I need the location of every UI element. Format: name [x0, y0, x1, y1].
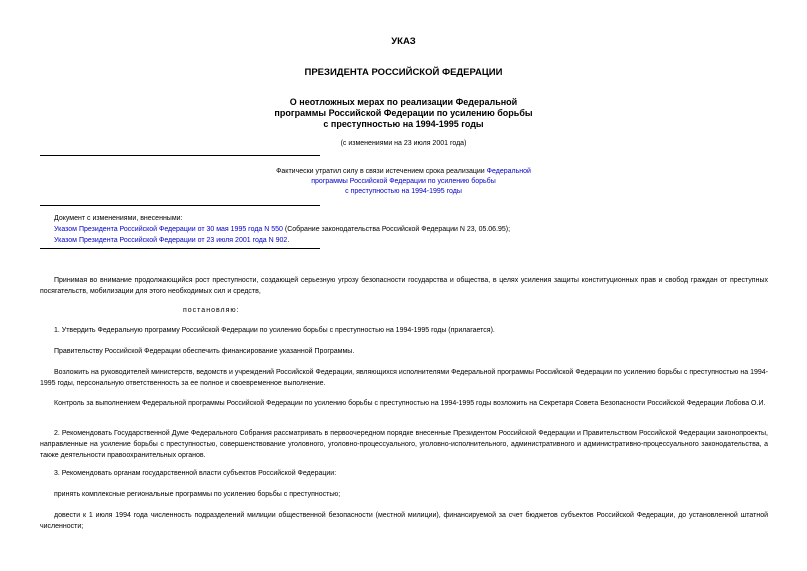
divider	[40, 205, 320, 206]
paragraph-3: 3. Рекомендовать органам государственной власти субъектов Российской Федерации:	[54, 470, 337, 477]
paragraph-regional-programs: принять комплексные региональные программы по усилению борьбы с преступностью;	[54, 491, 341, 498]
changes-date: (с изменениями на 23 июля 2001 года)	[340, 140, 467, 147]
paragraph-control: Контроль за выполнением Федеральной программы Российской Федерации по усилению борьбы с преступностью на 1994-1995 годы возложить на Секретаря Совета Безопасности Российской Федерации Лобова О.И.	[54, 400, 766, 407]
issuer-heading: ПРЕЗИДЕНТА РОССИЙСКОЙ ФЕДЕРАЦИИ	[304, 67, 503, 78]
program-link-line[interactable]: с преступностью на 1994-1995 годы	[345, 188, 462, 195]
amendment-link-550[interactable]: Указом Президента Российской Федерации от 30 мая 1995 года N 550	[54, 226, 283, 233]
amendment-item	[54, 235, 510, 246]
decree-title-line: программы Российской Федерации по усилению борьбы	[274, 108, 533, 118]
decree-title-line: О неотложных мерах по реализации Федеральной	[289, 97, 518, 107]
amendment-link-902[interactable]: Указом Президента Российской Федерации от 23 июля 2001 года N 902	[54, 237, 288, 244]
amendments-block	[54, 213, 510, 246]
notice-text: Фактически утратил силу в связи истечением срока реализации	[276, 168, 487, 175]
program-link-line[interactable]: программы Российской Федерации по усилению борьбы	[311, 178, 496, 185]
amendments-heading: Документ с изменениями, внесенными:	[54, 215, 183, 222]
amendment-end: .	[287, 237, 290, 244]
doc-type-heading: УКАЗ	[391, 36, 416, 47]
decree-word: постановляю:	[183, 307, 240, 314]
validity-notice	[0, 167, 807, 197]
paragraph-1: 1. Утвердить Федеральную программу Российской Федерации по усилению борьбы с преступностью на 1994-1995 годы (прилагается).	[54, 327, 495, 334]
amendment-item	[54, 224, 510, 235]
decree-title-line: с преступностью на 1994-1995 годы	[323, 119, 484, 129]
preamble-paragraph: Принимая во внимание продолжающийся рост преступности, создающей серьезную угрозу безопасности государства и общества, в целях усиления защиты конституционных прав и свобод граждан от преступных посягательств, мобилизации для этого необходимых сил и средств,	[40, 277, 768, 295]
paragraph-responsibility: Возложить на руководителей министерств, ведомств и учреждений Российской Федерации, являющихся исполнителями Федеральной программы Российской Федерации по усилению борьбы с преступностью на 1994-1995 годы, персональную ответственность за ее полное и своевременное выполнение.	[40, 369, 768, 387]
paragraph-2: 2. Рекомендовать Государственной Думе Федерального Собрания рассматривать в первоочередном порядке внесенные Президентом Российской Федерации и Правительством Российской Федерации законопроекты, направленные на усиление борьбы с преступностью, совершенствование уголовного, уголовно-процессуального, уголовно-исполнительного, административного и административно-процессуального законодательства, а также деятельности правоохранительных органов.	[40, 430, 768, 459]
divider	[40, 155, 320, 156]
divider	[40, 248, 320, 249]
paragraph-financing: Правительству Российской Федерации обеспечить финансирование указанной Программы.	[54, 348, 355, 355]
amendment-source: (Собрание законодательства Российской Федерации N 23, 05.06.95);	[282, 226, 511, 233]
program-link[interactable]: Федеральной	[486, 168, 531, 175]
decree-title	[0, 97, 807, 130]
notice-line	[0, 167, 807, 177]
paragraph-police-staffing: довести к 1 июля 1994 года численность подразделений милиции общественной безопасности (местной милиции), финансируемой за счет бюджетов субъектов Российской Федерации, до установленной штатной численности;	[40, 512, 768, 530]
